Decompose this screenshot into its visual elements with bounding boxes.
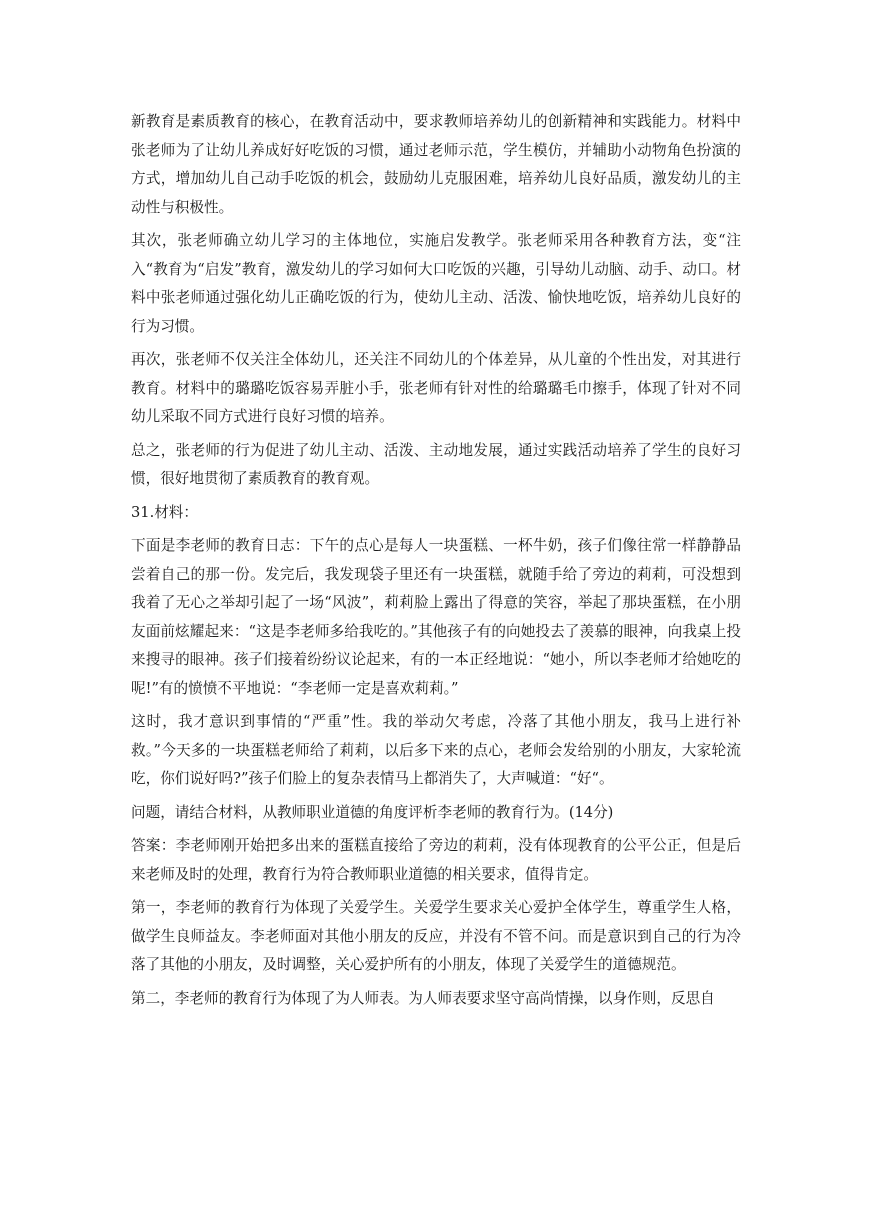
- document-body: [131, 108, 741, 1018]
- paragraph-second-point: 其次，张老师确立幼儿学习的主体地位，实施启发教学。张老师采用各种教育方法，变“注入“教育为“启发”教育，激发幼儿的学习如何大口吃饭的兴趣，引导幼儿动脑、动手、动口。材料中张老师通过强化幼儿正确吃饭的行为，使幼儿主动、活泼、愉快地吃饭，培养幼儿良好的行为习惯。: [131, 232, 741, 335]
- paragraph-intro-innovation: 新教育是素质教育的核心，在教育活动中，要求教师培养幼儿的创新精神和实践能力。材料中张老师为了让幼儿养成好好吃饭的习惯，通过老师示范，学生模仿，并辅助小动物角色扮演的方式，增加幼儿自己动手吃饭的机会，鼓励幼儿克服困难，培养幼儿良好品质，激发幼儿的主动性与积极性。: [131, 113, 741, 216]
- question-prompt: 问题，请结合材料，从教师职业道德的角度评析李老师的教育行为。(14分): [131, 803, 614, 821]
- material-diary: 下面是李老师的教育日志：下午的点心是每人一块蛋糕、一杯牛奶，孩子们像往常一样静静品尝着自己的那一份。发完后，我发现袋子里还有一块蛋糕，就随手给了旁边的莉莉，可没想到我着了无心之举却引起了一场“风波”，莉莉脸上露出了得意的笑容，举起了那块蛋糕，在小朋友面前炫耀起来：“这是李老师多给我吃的。”其他孩子有的向她投去了羡慕的眼神，向我桌上投来搜寻的眼神。孩子们接着纷纷议论起来，有的一本正经地说：“她小，所以李老师才给她吃的呢!”有的愤愤不平地说：“李老师一定是喜欢莉莉。”: [131, 537, 741, 697]
- paragraph-conclusion: 总之，张老师的行为促进了幼儿主动、活泼、主动地发展，通过实践活动培养了学生的良好习惯，很好地贯彻了素质教育的教育观。: [131, 441, 741, 487]
- question-31-heading: 31.材料：: [131, 503, 198, 521]
- paragraph-third-point: 再次，张老师不仅关注全体幼儿，还关注不同幼儿的个体差异，从儿童的个性出发，对其进行教育。材料中的璐璐吃饭容易弄脏小手，张老师有针对性的给璐璐毛巾擦手，体现了针对不同幼儿采取不同方式进行良好习惯的培养。: [131, 351, 741, 425]
- answer-point-one: 第一，李老师的教育行为体现了关爱学生。关爱学生要求关心爱护全体学生，尊重学生人格，做学生良师益友。李老师面对其他小朋友的反应，并没有不管不问。而是意识到自己的行为冷落了其他的小朋友，及时调整，关心爱护所有的小朋友，体现了关爱学生的道德规范。: [131, 899, 741, 973]
- answer-point-two: 第二，李老师的教育行为体现了为人师表。为人师表要求坚守高尚情操，以身作则，反思自: [131, 989, 715, 1007]
- answer-intro: 答案：李老师刚开始把多出来的蛋糕直接给了旁边的莉莉，没有体现教育的公平公正，但是后来老师及时的处理，教育行为符合教师职业道德的相关要求，值得肯定。: [131, 837, 741, 883]
- material-diary-continued: 这时，我才意识到事情的“严重”性。我的举动欠考虑，冷落了其他小朋友，我马上进行补救。”今天多的一块蛋糕老师给了莉莉，以后多下来的点心，老师会发给别的小朋友，大家轮流吃，你们说好吗?”孩子们脸上的复杂表情马上都消失了，大声喊道：“好“。: [131, 713, 741, 787]
